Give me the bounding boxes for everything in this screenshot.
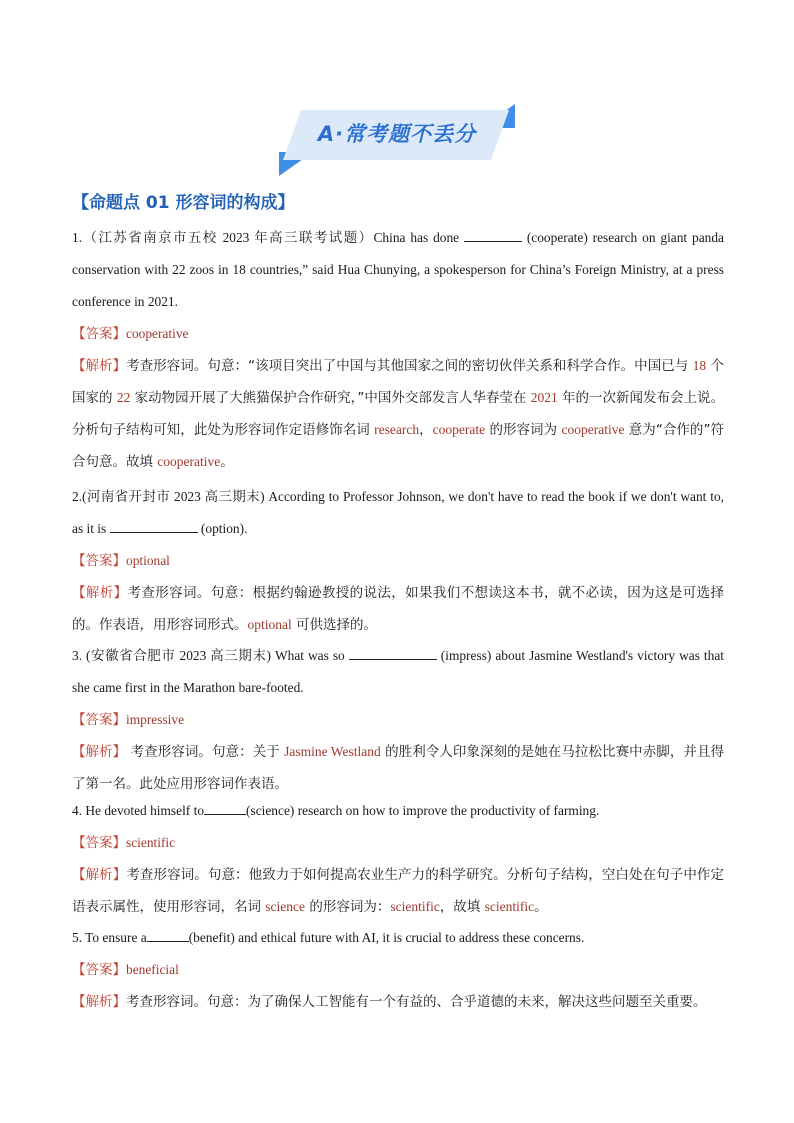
answer-value: optional: [126, 553, 170, 568]
question-item-5: [72, 922, 724, 1018]
answer-blank: [464, 227, 522, 242]
analysis-text: 【解析】考查形容词。句意：他致力于如何提高农业生产力的科学研究。分析句子结构，空白处在句子中作定语表示属性，使用形容词，名词 science 的形容词为：scientific，故填 scientific。: [72, 867, 725, 915]
answer-line: 【答案】optional: [72, 553, 170, 569]
analysis-text: 【解析】考查形容词。句意：为了确保人工智能有一个有益的、合乎道德的未来，解决这些问题至关重要。: [72, 994, 707, 1010]
question-item-1: [72, 222, 724, 478]
question-text: 5. To ensure a (benefit) and ethical future with AI, it is crucial to address these concerns.: [72, 922, 724, 954]
answer-blank: [147, 927, 189, 942]
answer-blank: [110, 518, 198, 533]
answer-line: 【答案】beneficial: [72, 962, 179, 978]
section-title: 【命题点 01 形容词的构成】: [72, 193, 295, 213]
answer-blank: [349, 645, 437, 660]
analysis-text: 【解析】 考查形容词。句意：关于 Jasmine Westland 的胜利令人印象深刻的是她在马拉松比赛中赤脚，并且得了第一名。此处应用形容词作表语。: [72, 744, 725, 792]
question-item-3: [72, 640, 724, 800]
question-item-4: [72, 795, 724, 923]
answer-value: beneficial: [126, 962, 179, 977]
question-text: 4. He devoted himself to (science) research on how to improve the productivity of farming.: [72, 795, 724, 827]
answer-value: impressive: [126, 712, 185, 727]
banner-title: A·常考题不丢分: [317, 122, 477, 146]
answer-line: 【答案】cooperative: [72, 326, 189, 342]
answer-line: 【答案】impressive: [72, 712, 185, 728]
question-item-2: [72, 481, 724, 641]
answer-line: 【答案】scientific: [72, 835, 176, 851]
question-text: 3. (安徽省合肥市 2023 高三期末) What was so (impress) about Jasmine Westland's victory was that she came first in the Marathon bare-footed.: [72, 640, 724, 704]
answer-value: cooperative: [126, 326, 189, 341]
answer-blank: [204, 800, 246, 815]
question-text: 1.（江苏省南京市五校 2023 年高三联考试题）China has done (cooperate) research on giant panda conservation with 22 zoos in 18 countries,” said Hua Chunying, a spokesperson for China’s Foreign Ministry, at a press conference in 2021.: [72, 222, 724, 318]
question-text: 2.(河南省开封市 2023 高三期末) According to Professor Johnson, we don't have to read the book if we don't want to, as it is (option).: [72, 489, 724, 536]
analysis-text: 【解析】考查形容词。句意：根据约翰逊教授的说法，如果我们不想读这本书，就不必读，因为这是可选择的。作表语，用形容词形式。optional 可供选择的。: [72, 585, 725, 633]
answer-value: scientific: [126, 835, 176, 850]
analysis-text: 【解析】考查形容词。句意：“该项目突出了中国与其他国家之间的密切伙伴关系和科学合作。中国已与 18 个国家的 22 家动物园开展了大熊猫保护合作研究，”中国外交部发言人华春莹在 2021 年的一次新闻发布会上说。分析句子结构可知，此处为形容词作定语修饰名词 research，cooperate 的形容词为 cooperative 意为“合作的”符合句意。故填 cooperative。: [72, 358, 725, 470]
section-banner: [279, 104, 515, 176]
